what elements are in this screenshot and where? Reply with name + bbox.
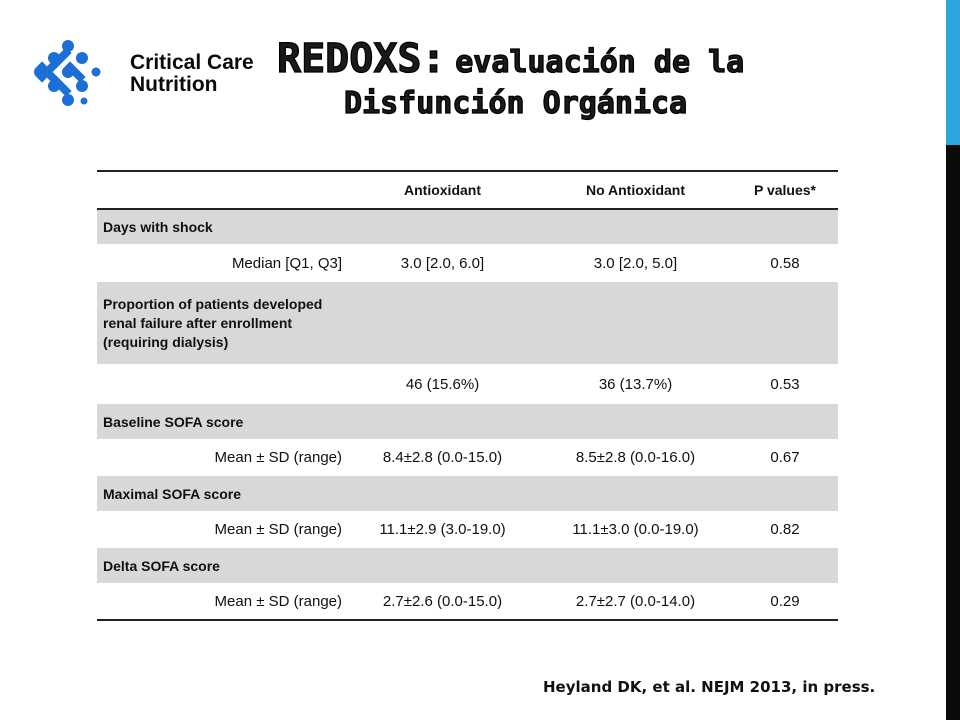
section-row-shock (97, 209, 838, 244)
cell-antioxidant: 11.1±2.9 (3.0-19.0) (346, 511, 539, 548)
table-row (97, 583, 838, 620)
logo-line-2: Nutrition (130, 73, 218, 96)
section-row-maximal-sofa (97, 476, 838, 511)
table-row (97, 364, 838, 404)
section-row-baseline-sofa (97, 404, 838, 439)
header-antioxidant: Antioxidant (346, 171, 539, 209)
logo-wordmark (130, 52, 254, 96)
cell-no-antioxidant: 2.7±2.7 (0.0-14.0) (539, 583, 732, 620)
results-table (97, 170, 838, 621)
section-label: Proportion of patients developed renal failure after enrollment (requiring dialysis) (97, 282, 346, 364)
cell-p-value: 0.53 (732, 364, 838, 404)
slide-title-line-2: Disfunción Orgánica (344, 86, 688, 121)
cell-antioxidant: 3.0 [2.0, 6.0] (346, 244, 539, 282)
row-label: Mean ± SD (range) (97, 583, 346, 620)
cell-antioxidant: 8.4±2.8 (0.0-15.0) (346, 439, 539, 476)
header-no-antioxidant: No Antioxidant (539, 171, 732, 209)
logo-line-1: Critical Care (130, 51, 254, 74)
table-row (97, 511, 838, 548)
citation: Heyland DK, et al. NEJM 2013, in press. (543, 678, 876, 696)
section-label: Days with shock (97, 209, 838, 244)
cell-p-value: 0.29 (732, 583, 838, 620)
row-label: Median [Q1, Q3] (97, 244, 346, 282)
header-p-values: P values* (732, 171, 838, 209)
section-label: Baseline SOFA score (97, 404, 838, 439)
cell-antioxidant: 2.7±2.6 (0.0-15.0) (346, 583, 539, 620)
cell-no-antioxidant: 3.0 [2.0, 5.0] (539, 244, 732, 282)
section-row-renal (97, 282, 838, 364)
cell-p-value: 0.67 (732, 439, 838, 476)
table-header-row (97, 171, 838, 209)
slide-title (277, 36, 744, 82)
cell-no-antioxidant: 8.5±2.8 (0.0-16.0) (539, 439, 732, 476)
cell-p-value: 0.58 (732, 244, 838, 282)
row-label: Mean ± SD (range) (97, 439, 346, 476)
section-filler (346, 282, 838, 364)
header-blank (97, 171, 346, 209)
cell-no-antioxidant: 36 (13.7%) (539, 364, 732, 404)
row-label: Mean ± SD (range) (97, 511, 346, 548)
right-edge-accent (946, 0, 960, 145)
cell-antioxidant: 46 (15.6%) (346, 364, 539, 404)
critical-care-nutrition-logo-icon (30, 38, 110, 110)
section-label: Maximal SOFA score (97, 476, 838, 511)
cell-p-value: 0.82 (732, 511, 838, 548)
title-part-1: REDOXS: (277, 36, 446, 82)
section-row-delta-sofa (97, 548, 838, 583)
row-label (97, 364, 346, 404)
section-label: Delta SOFA score (97, 548, 838, 583)
table-row (97, 244, 838, 282)
cell-no-antioxidant: 11.1±3.0 (0.0-19.0) (539, 511, 732, 548)
table-row (97, 439, 838, 476)
title-part-2: evaluación de la (455, 45, 745, 80)
